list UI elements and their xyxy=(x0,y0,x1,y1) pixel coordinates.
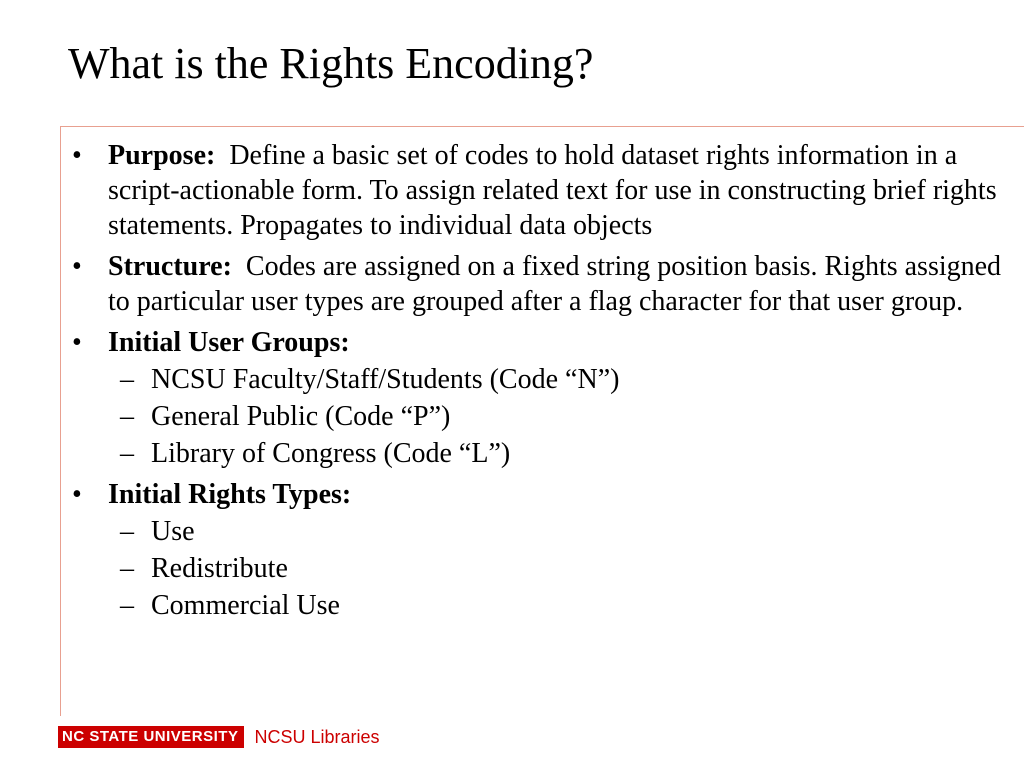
dash-marker: – xyxy=(120,364,134,395)
bullet-lead: Initial Rights Types: xyxy=(108,479,352,510)
ncsu-libraries-label: NCSU Libraries xyxy=(254,726,380,747)
bullet-text: Codes are assigned on a fixed string position basis. Rights assigned to particular user types are grouped after a flag character for that user group. xyxy=(108,251,1002,317)
sub-item xyxy=(72,514,1002,549)
title-divider-line xyxy=(60,126,1024,127)
sub-item-text: NCSU Faculty/Staff/Students (Code “N”) xyxy=(151,364,620,395)
footer xyxy=(58,726,380,748)
sub-item-text: Redistribute xyxy=(151,553,288,584)
dash-marker: – xyxy=(120,553,134,584)
bullet-marker: • xyxy=(72,479,82,510)
sub-item xyxy=(72,588,1002,623)
dash-marker: – xyxy=(120,516,134,547)
slide-body xyxy=(72,138,1002,625)
dash-marker: – xyxy=(120,590,134,621)
bullet-lead: Structure: xyxy=(108,251,232,282)
sub-item xyxy=(72,436,1002,471)
dash-marker: – xyxy=(120,438,134,469)
sub-item xyxy=(72,399,1002,434)
nc-state-logo: NC STATE UNIVERSITY xyxy=(58,726,244,748)
bullet-lead: Initial User Groups: xyxy=(108,327,350,358)
bullet-marker: • xyxy=(72,140,82,171)
bullet-structure xyxy=(72,249,1002,319)
bullet-marker: • xyxy=(72,251,82,282)
sub-item-text: Commercial Use xyxy=(151,590,340,621)
dash-marker: – xyxy=(120,401,134,432)
bullet-user-groups xyxy=(72,325,1002,360)
sub-item xyxy=(72,362,1002,397)
bullet-marker: • xyxy=(72,327,82,358)
sub-item xyxy=(72,551,1002,586)
slide-title: What is the Rights Encoding? xyxy=(68,39,594,88)
bullet-lead: Purpose: xyxy=(108,140,216,171)
sub-item-text: General Public (Code “P”) xyxy=(151,401,451,432)
bullet-rights-types xyxy=(72,477,1002,512)
bullet-purpose xyxy=(72,138,1002,243)
sub-item-text: Use xyxy=(151,516,195,547)
bullet-text: Define a basic set of codes to hold dataset rights information in a script-actionable form. To assign related text for use in constructing brief rights statements. Propagates to individual data objects xyxy=(108,140,997,241)
sub-item-text: Library of Congress (Code “L”) xyxy=(151,438,511,469)
left-margin-line xyxy=(60,126,61,716)
